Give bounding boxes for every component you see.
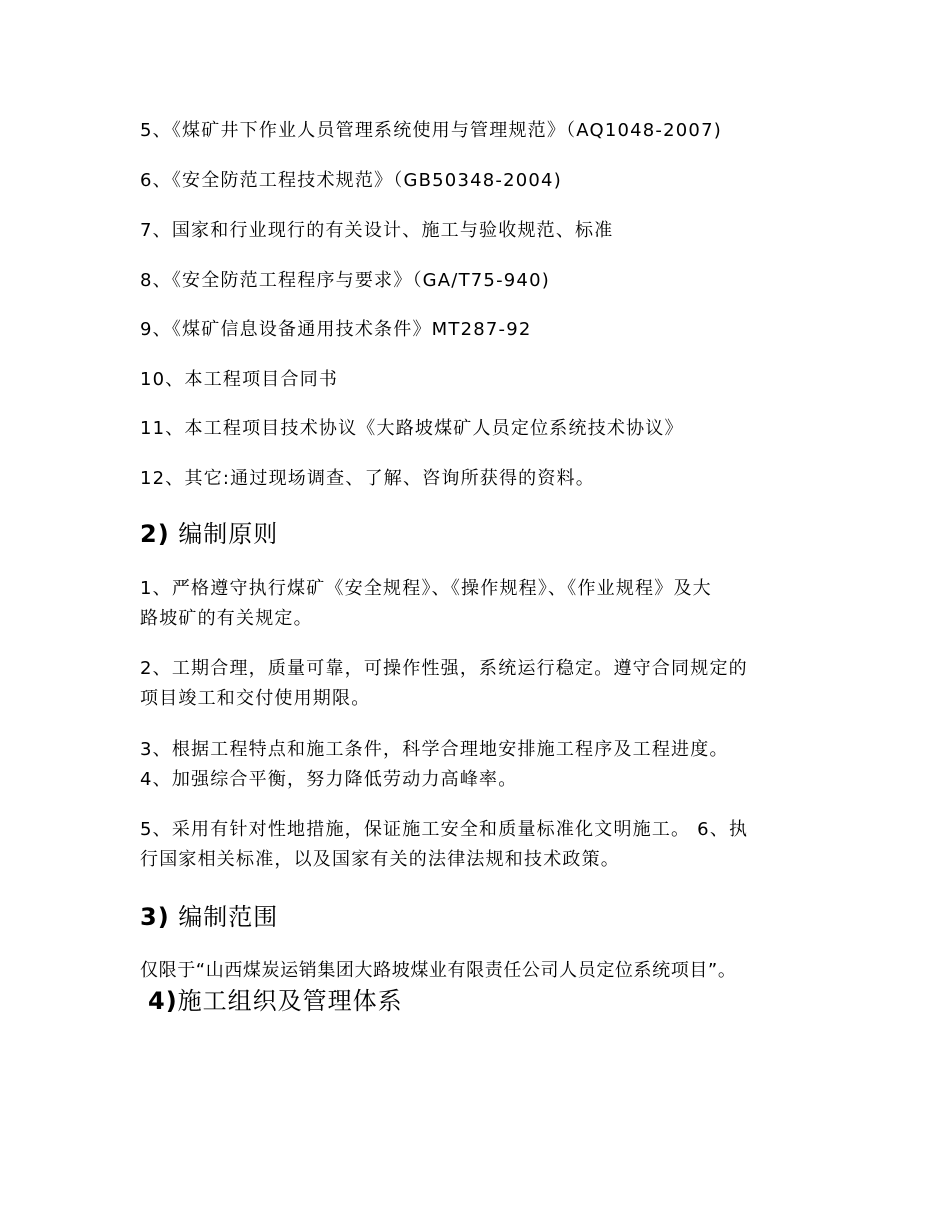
paragraph-line: 4、加强综合平衡，努力降低劳动力高峰率。 [140, 769, 518, 790]
paragraph-line: 行国家相关标准，以及国家有关的法律法规和技术政策。 [140, 849, 620, 870]
section-title: 编制原则 [178, 520, 279, 548]
reference-item-11: 11、本工程项目技术协议《大路坡煤矿人员定位系统技术协议》 [140, 418, 684, 439]
reference-item-12: 12、其它:通过现场调查、了解、咨询所获得的资料。 [140, 468, 595, 489]
paragraph-line: 2、工期合理，质量可靠，可操作性强，系统运行稳定。遵守合同规定的 [140, 658, 748, 679]
section-number: 4) [148, 987, 178, 1015]
reference-item-5: 5、《煤矿井下作业人员管理系统使用与管理规范》（AQ1048-2007) [140, 120, 722, 141]
reference-item-9: 9、《煤矿信息设备通用技术条件》MT287-92 [140, 319, 532, 340]
section-heading-4 [148, 985, 403, 1017]
principle-paragraph-4 [140, 815, 820, 875]
section-heading-2 [140, 518, 278, 550]
reference-item-8: 8、《安全防范工程程序与要求》（GA/T75-940) [140, 270, 550, 291]
paragraph-line: 路坡矿的有关规定。 [140, 608, 313, 629]
principle-paragraph-1 [140, 574, 820, 634]
scope-text: 仅限于“山西煤炭运销集团大路坡煤业有限责任公司人员定位系统项目”。 [140, 960, 737, 981]
section-number: 2) [140, 520, 170, 548]
reference-item-6: 6、《安全防范工程技术规范》（GB50348-2004) [140, 170, 562, 191]
paragraph-line: 5、采用有针对性地措施，保证施工安全和质量标准化文明施工。 6、执 [140, 819, 749, 840]
paragraph-line: 1、严格遵守执行煤矿《安全规程》、《操作规程》、《作业规程》及大 [140, 578, 712, 599]
section-title: 编制范围 [178, 903, 279, 931]
section-title: 施工组织及管理体系 [177, 987, 403, 1015]
reference-item-7: 7、国家和行业现行的有关设计、施工与验收规范、标准 [140, 220, 614, 241]
reference-item-10: 10、本工程项目合同书 [140, 369, 339, 390]
principle-paragraph-2 [140, 654, 820, 714]
paragraph-line: 3、根据工程特点和施工条件，科学合理地安排施工程序及工程进度。 [140, 739, 729, 760]
section-number: 3) [140, 903, 170, 931]
principle-paragraph-3 [140, 735, 820, 795]
section-heading-3 [140, 901, 278, 933]
paragraph-line: 项目竣工和交付使用期限。 [140, 688, 371, 709]
